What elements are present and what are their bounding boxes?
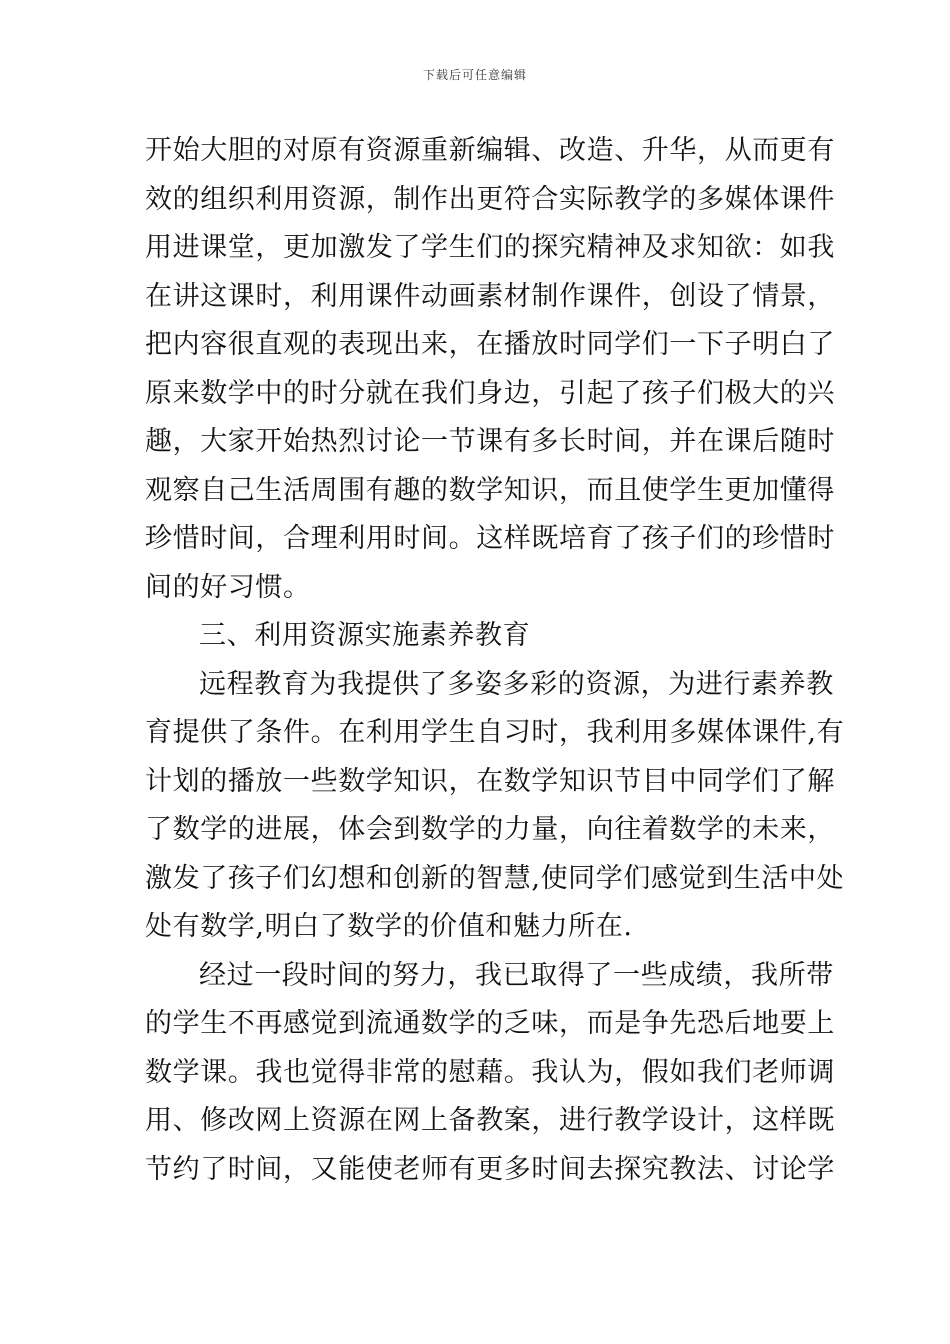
text-line: 观察自己生活周围有趣的数学知识，而且使学生更加懂得 (145, 474, 835, 506)
text-line: 激发了孩子们幻想和创新的智慧,使同学们感觉到生活中处 (145, 862, 845, 894)
text-line: 育提供了条件。在利用学生自习时，我利用多媒体课件,有 (145, 717, 845, 748)
text-line: 处有数学,明白了数学的价值和魅力所在. (145, 911, 633, 942)
text-line: 在讲这课时，利用课件动画素材制作课件，创设了情景， (145, 280, 835, 312)
paragraph-start-line: 经过一段时间的努力，我已取得了一些成绩，我所带 (199, 959, 834, 991)
text-line: 效的组织利用资源，制作出更符合实际教学的多媒体课件 (145, 183, 835, 215)
text-line: 开始大胆的对原有资源重新编辑、改造、升华，从而更有 (145, 135, 835, 166)
text-line: 计划的播放一些数学知识，在数学知识节目中同学们了解 (145, 765, 835, 797)
text-line: 原来数学中的时分就在我们身边，引起了孩子们极大的兴 (145, 377, 835, 409)
document-body (145, 127, 845, 1194)
text-line: 趣，大家开始热烈讨论一节课有多长时间，并在课后随时 (145, 426, 835, 457)
text-line: 间的好习惯。 (145, 571, 311, 603)
text-line: 把内容很直观的表现出来，在播放时同学们一下子明白了 (145, 329, 835, 360)
text-line: 珍惜时间，合理利用时间。这样既培育了孩子们的珍惜时 (145, 523, 835, 554)
text-line: 节约了时间，又能使老师有更多时间去探究教法、讨论学 (145, 1153, 835, 1185)
text-line: 用进课堂，更加激发了学生们的探究精神及求知欲：如我 (145, 232, 835, 263)
text-line: 数学课。我也觉得非常的慰藉。我认为，假如我们老师调 (145, 1056, 835, 1088)
section-heading: 三、利用资源实施素养教育 (199, 620, 531, 651)
text-line: 用、修改网上资源在网上备教案，进行教学设计，这样既 (145, 1105, 835, 1136)
text-line: 的学生不再感觉到流通数学的乏味，而是争先恐后地要上 (145, 1008, 835, 1039)
header-note: 下载后可任意编辑 (422, 68, 527, 82)
paragraph-start-line: 远程教育为我提供了多姿多彩的资源，为进行素养教 (199, 668, 834, 700)
text-line: 了数学的进展，体会到数学的力量，向往着数学的未来， (145, 814, 835, 845)
